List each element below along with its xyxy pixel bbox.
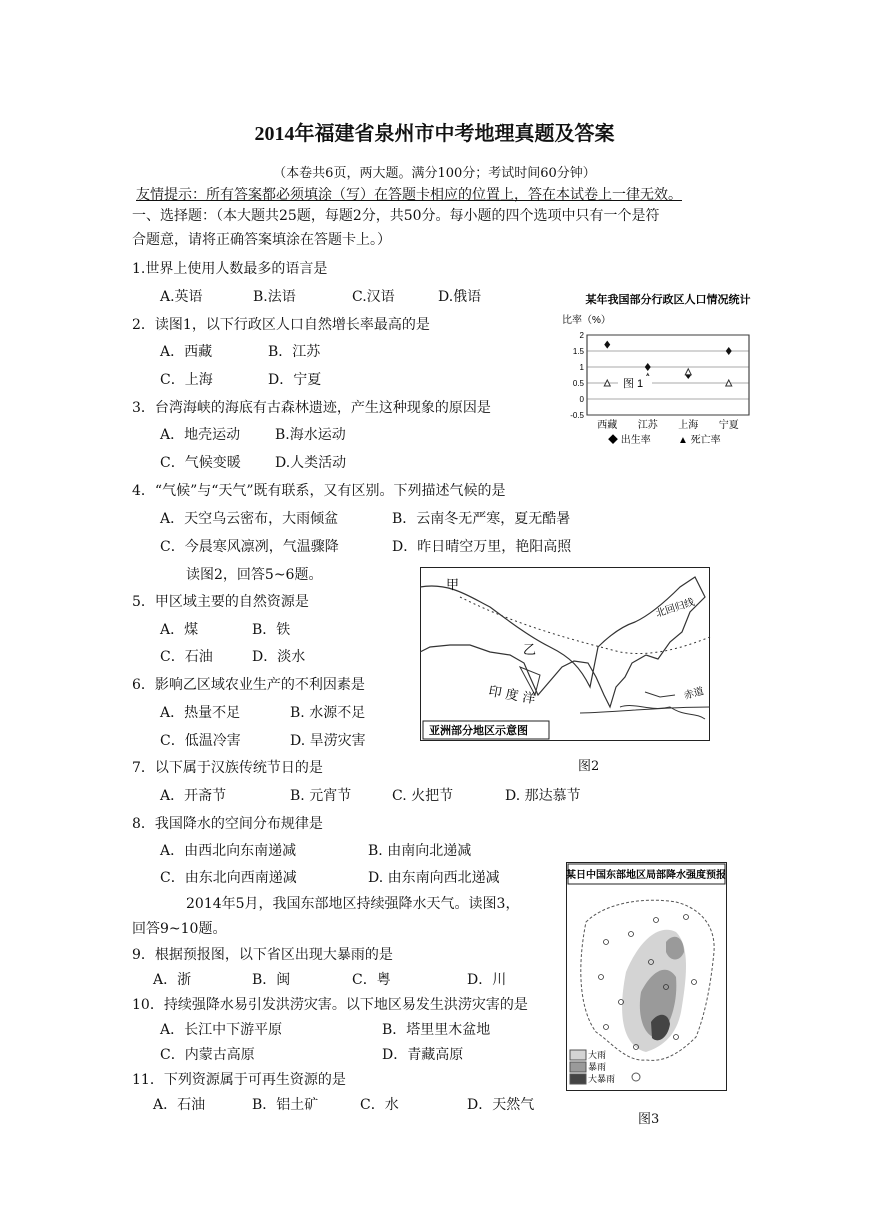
q7-option-a: A．开斋节 <box>160 788 227 804</box>
figure-1-grid <box>587 335 749 415</box>
q4-option-c: C．今晨寒风凛冽，气温骤降 <box>160 539 339 555</box>
exam-subtitle: （本卷共6页，两大题。满分100分；考试时间60分钟） <box>273 166 596 181</box>
q5-option-c: C．石油 <box>160 649 213 665</box>
figure-1-tick-label: 1 <box>579 363 584 372</box>
legend-birth-rate: ◆ 出生率 <box>608 435 651 446</box>
birth-rate-point <box>645 363 651 371</box>
q6-option-d: D. 旱涝灾害 <box>290 733 366 749</box>
figure-1-label: 图 1 <box>623 378 644 390</box>
q2-option-c: C．上海 <box>160 372 213 388</box>
q1-option-b: B.法语 <box>253 289 296 305</box>
figure-1-tick-label: 2 <box>579 331 584 340</box>
read-figure-2: 读图2，回答5~6题。 <box>186 567 323 583</box>
figure-3-label: 图3 <box>638 1112 660 1127</box>
figure-1-category-label: 西藏 <box>597 420 618 431</box>
q1-option-c: C.汉语 <box>352 289 395 305</box>
q11-option-c: C．水 <box>360 1097 399 1113</box>
friendly-tip: 友情提示：所有答案都必须填涂（写）在答题卡相应的位置上，答在本试卷上一律无效。 <box>136 187 682 203</box>
question-3: 3．台湾海峡的海底有古森林遗迹，产生这种现象的原因是 <box>132 400 491 416</box>
q2-option-d: D．宁夏 <box>268 372 322 388</box>
figure-1-category-label: 江苏 <box>637 420 658 431</box>
q4-option-b: B．云南冬无严寒，夏无酷暑 <box>392 511 571 527</box>
q11-option-a: A．石油 <box>153 1097 206 1113</box>
q9-option-a: A．浙 <box>153 972 192 988</box>
q9-option-c: C．粤 <box>352 972 391 988</box>
q9-option-d: D．川 <box>467 972 507 988</box>
question-6: 6．影响乙区域农业生产的不利因素是 <box>132 677 365 693</box>
equator-label: 赤道 <box>682 686 706 702</box>
figure-2-caption: 亚洲部分地区示意图 <box>429 725 528 737</box>
q8-option-c: C．由东北向西南递减 <box>160 870 297 886</box>
legend-death-rate: ▲ 死亡率 <box>678 435 721 446</box>
q5-option-a: A．煤 <box>160 622 199 638</box>
figure-1-ylabel: 比率（%） <box>562 315 611 326</box>
q7-option-d: D. 那达慕节 <box>505 788 581 804</box>
q10-option-b: B．塔里里木盆地 <box>382 1022 491 1038</box>
q3-option-b: B.海水运动 <box>275 427 346 443</box>
question-10: 10．持续强降水易引发洪涝灾害。以下地区易发生洪涝灾害的是 <box>132 997 528 1013</box>
q6-option-b: B. 水源不足 <box>290 705 366 721</box>
figure-3-precipitation-map <box>566 862 728 1092</box>
q7-option-b: B. 元宵节 <box>290 788 352 804</box>
figure-1-tick-label: -0.5 <box>570 411 584 420</box>
figure-2-label: 图2 <box>578 759 600 774</box>
section-1-instructions: 一、选择题：（本大题共25题，每题2分，共50分。每小题的四个选项中只有一个是符 <box>132 208 660 224</box>
read-figure-3: 2014年5月，我国东部地区持续强降水天气。读图3， <box>186 896 520 912</box>
birth-rate-point <box>604 341 610 349</box>
question-9: 9．根据预报图，以下省区出现大暴雨的是 <box>132 947 393 963</box>
figure-1-tick-label: 1.5 <box>572 347 584 356</box>
q6-option-a: A．热量不足 <box>160 705 241 721</box>
indian-ocean-label: 印 度 洋 <box>487 684 537 708</box>
figure-1-category-label: 上海 <box>678 420 699 431</box>
q3-option-d: D.人类活动 <box>275 455 347 471</box>
read-figure-3-cont: 回答9~10题。 <box>132 921 227 937</box>
region-jia-label: 甲 <box>446 578 460 593</box>
q1-option-d: D.俄语 <box>438 289 482 305</box>
q11-option-d: D．天然气 <box>467 1097 535 1113</box>
legend-rainstorm: 暴雨 <box>588 1062 607 1072</box>
q4-option-d: D．昨日晴空万里，艳阳高照 <box>392 539 572 555</box>
question-1: 1.世界上使用人数最多的语言是 <box>132 261 328 277</box>
section-1-instructions-cont: 合题意，请将正确答案填涂在答题卡上。） <box>132 232 391 248</box>
figure-1-title: 某年我国部分行政区人口情况统计 <box>585 294 751 306</box>
q5-option-b: B．铁 <box>252 622 291 638</box>
question-7: 7．以下属于汉族传统节日的是 <box>132 760 323 776</box>
q10-option-d: D．青藏高原 <box>382 1047 464 1063</box>
tropic-of-cancer-label: 北回归线 <box>654 597 696 620</box>
figure-1-y-ticks <box>570 331 584 420</box>
q3-option-c: C．气候变暖 <box>160 455 241 471</box>
q4-option-a: A．天空乌云密布，大雨倾盆 <box>160 511 339 527</box>
figure-1-category-label: 宁夏 <box>718 420 739 431</box>
figure-3-caption: 某日中国东部地区局部降水强度预报 <box>566 870 726 881</box>
question-4: 4．“气候”与“天气”既有联系，又有区别。下列描述气候的是 <box>132 483 506 499</box>
q11-option-b: B．铝土矿 <box>252 1097 319 1113</box>
question-2: 2．读图1，以下行政区人口自然增长率最高的是 <box>132 317 430 333</box>
figure-1-tick-label: 0 <box>579 395 584 404</box>
q2-option-a: A．西藏 <box>160 344 213 360</box>
q10-option-a: A．长江中下游平原 <box>160 1022 283 1038</box>
q8-option-d: D. 由东南向西北递减 <box>368 870 500 886</box>
page-title: 2014年福建省泉州市中考地理真题及答案 <box>254 123 615 145</box>
death-rate-point <box>685 369 691 375</box>
q8-option-b: B. 由南向北递减 <box>368 843 472 859</box>
q6-option-c: C．低温冷害 <box>160 733 241 749</box>
question-8: 8．我国降水的空间分布规律是 <box>132 816 323 832</box>
figure-2-asia-map <box>420 567 711 742</box>
q1-option-a: A.英语 <box>160 289 203 305</box>
birth-rate-point <box>726 347 732 355</box>
figure-1-tick-label: 0.5 <box>572 379 584 388</box>
figure-1-categories <box>597 418 739 431</box>
legend-heavy-rainstorm: 大暴雨 <box>588 1074 616 1084</box>
figure-1-population-chart <box>560 285 760 450</box>
legend-heavy-rain: 大雨 <box>588 1050 607 1060</box>
question-11: 11．下列资源属于可再生资源的是 <box>132 1072 346 1088</box>
q9-option-b: B．闽 <box>252 972 291 988</box>
region-yi-label: 乙 <box>523 643 537 658</box>
q3-option-a: A．地壳运动 <box>160 427 241 443</box>
q7-option-c: C. 火把节 <box>392 788 454 804</box>
q10-option-c: C．内蒙古高原 <box>160 1047 255 1063</box>
q2-option-b: B．江苏 <box>268 344 321 360</box>
q8-option-a: A．由西北向东南递减 <box>160 843 297 859</box>
question-5: 5．甲区域主要的自然资源是 <box>132 594 309 610</box>
q5-option-d: D．淡水 <box>252 649 306 665</box>
